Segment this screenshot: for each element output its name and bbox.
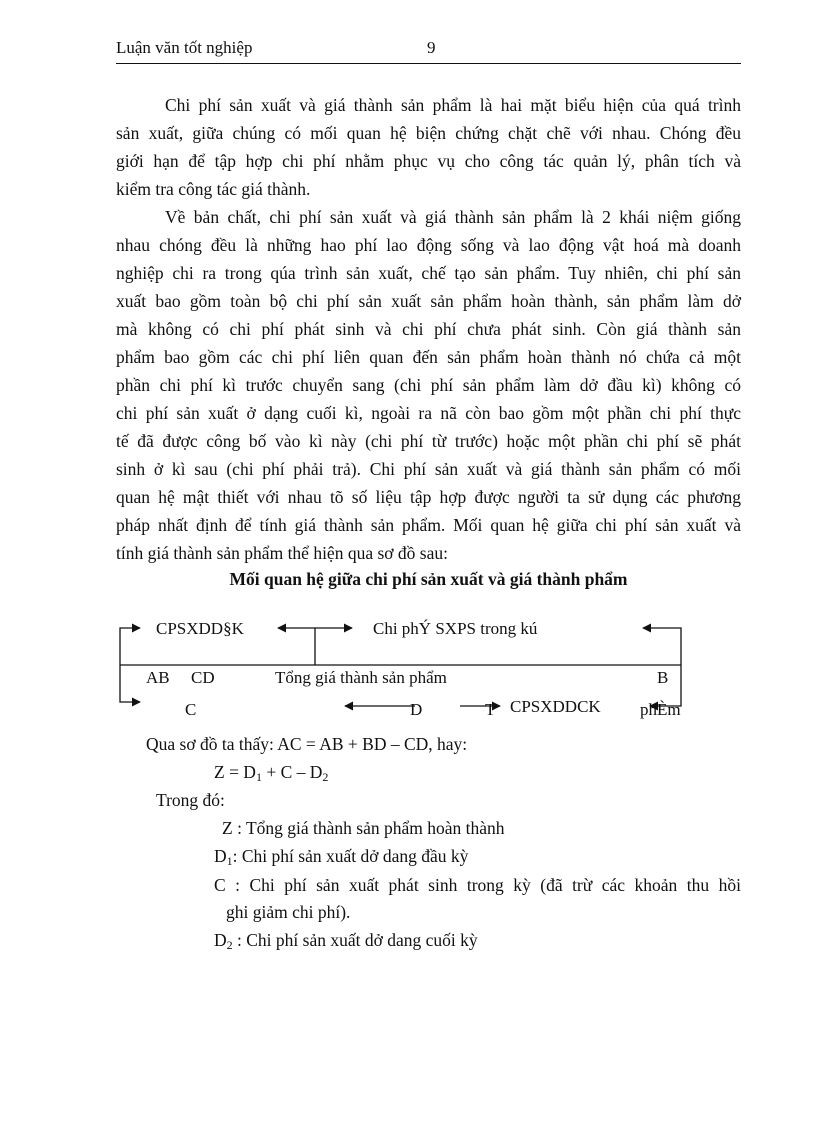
paragraph-1-line-4: kiểm tra công tác giá thành. [116, 179, 311, 199]
paragraph-1-line-3: giới hạn để tập hợp chi phí nhằm phục vụ cho công tác quản lý, phân tích và [116, 151, 741, 171]
left-upper-bracket-arrow [120, 628, 140, 665]
paragraph-2-line-4: xuất bao gồm toàn bộ chi phí sản xuất sản phẩm hoàn thành, sản phẩm làm dở [116, 291, 741, 311]
paragraph-2-line-11: quan hệ mật thiết với nhau tõ số liệu tập hợp được người ta sử dụng các phương [116, 487, 741, 507]
header-title: Luận văn tốt nghiệp [116, 38, 253, 57]
formula-intro: Qua sơ đồ ta thấy: AC = AB + BD – CD, hay: [146, 734, 468, 754]
label-cpsxddck: CPSXDDCK [510, 697, 601, 716]
paragraph-2-line-1: Về bản chất, chi phí sản xuất và giá thành sản phẩm là 2 khái niệm giống [165, 207, 741, 227]
diagram-title: Mối quan hệ giữa chi phí sản xuất và giá thành phẩm [229, 569, 628, 589]
formula-z-mid: + C – D [261, 762, 323, 782]
formula-z-sub-2: 2 [322, 770, 329, 784]
definition-d1-text: : Chi phí sản xuất dở dang đầu kỳ [232, 846, 469, 866]
paragraph-2-line-5: mà không có chi phí phát sinh và chi phí chưa phát sinh. Còn giá thành sản [116, 319, 741, 339]
paragraph-2-line-2: nhau chóng đều là những hao phí lao động sống và lao động vật hoá mà doanh [116, 235, 741, 255]
paragraph-2-line-12: pháp nhất định để tính giá thành sản phẩm. Mối quan hệ giữa chi phí sản xuất và [116, 515, 741, 535]
paragraph-2-line-13: tính giá thành sản phẩm thể hiện qua sơ đồ sau: [116, 543, 448, 563]
definition-c-line-2: ghi giảm chi phí). [226, 902, 351, 922]
left-lower-bracket-arrow [120, 665, 140, 702]
paragraph-1-line-1: Chi phí sản xuất và giá thành sản phẩm là hai mặt biểu hiện của quá trình [165, 95, 741, 115]
formula-z-main: Z = D [214, 762, 256, 782]
label-phem: phÈm [640, 700, 681, 719]
right-upper-bracket-arrow [643, 628, 681, 665]
definition-d2-symbol: D [214, 930, 227, 950]
page-number: 9 [427, 38, 436, 57]
paragraph-2-line-6: phẩm bao gồm các chi phí liên quan đến sản phẩm hoàn thành nó chứa cả một [116, 347, 741, 367]
definition-z: Z : Tổng giá thành sản phẩm hoàn thành [222, 818, 505, 838]
label-chi-phi-sxps: Chi phÝ SXPS trong kú [373, 619, 538, 638]
label-tong-gia-thanh: Tổng giá thành sản phẩm [275, 668, 447, 687]
definition-d2 [214, 930, 478, 953]
definition-d2-sub: 2 [226, 938, 233, 952]
definition-d1 [214, 846, 468, 869]
paragraph-2-line-8: chi phí sản xuất ở dạng cuối kì, ngoài ra nã còn bao gồm một phần chi phí thực [116, 403, 741, 423]
label-ab: AB [146, 668, 170, 687]
paragraph-2-line-10: sinh ở kì sau (chi phí phải trả). Chi phí sản xuất và giá thành sản phẩm có mối [116, 459, 741, 479]
definition-d2-text: : Chi phí sản xuất dở dang cuối kỳ [232, 930, 478, 950]
label-b: B [657, 668, 669, 687]
definition-c-line-1: C : Chi phí sản xuất phát sinh trong kỳ (đã trừ các khoản thu hồi [214, 875, 741, 895]
definition-d1-sub: 1 [226, 854, 233, 868]
label-cpsxdddk: CPSXDD§K [156, 619, 244, 638]
paragraph-2-line-3: nghiệp chi ra trong qúa trình sản xuất, chế tạo sản phẩm. Tuy nhiên, chi phí sản [116, 263, 741, 283]
paragraph-2-line-7: phần chi phí kì trước chuyển sang (chi phí sản phẩm làm dở đầu kì) không có [116, 375, 741, 395]
paragraph-1-line-2: sản xuất, giữa chúng có mối quan hệ biện chứng chặt chẽ với nhau. Chóng đều [116, 123, 741, 143]
label-d: D [410, 700, 423, 719]
label-c: C [185, 700, 197, 719]
formula-z-sub-1: 1 [255, 770, 262, 784]
label-t: T [485, 700, 496, 719]
formula-z [214, 762, 328, 785]
paragraph-2-line-9: tế đã được công bố vào kì này (chi phí từ trước) hoặc một phần chi phí sẽ phát [116, 431, 741, 451]
trong-do-label: Trong đó: [156, 790, 225, 810]
definition-d1-symbol: D [214, 846, 227, 866]
label-cd: CD [191, 668, 215, 687]
